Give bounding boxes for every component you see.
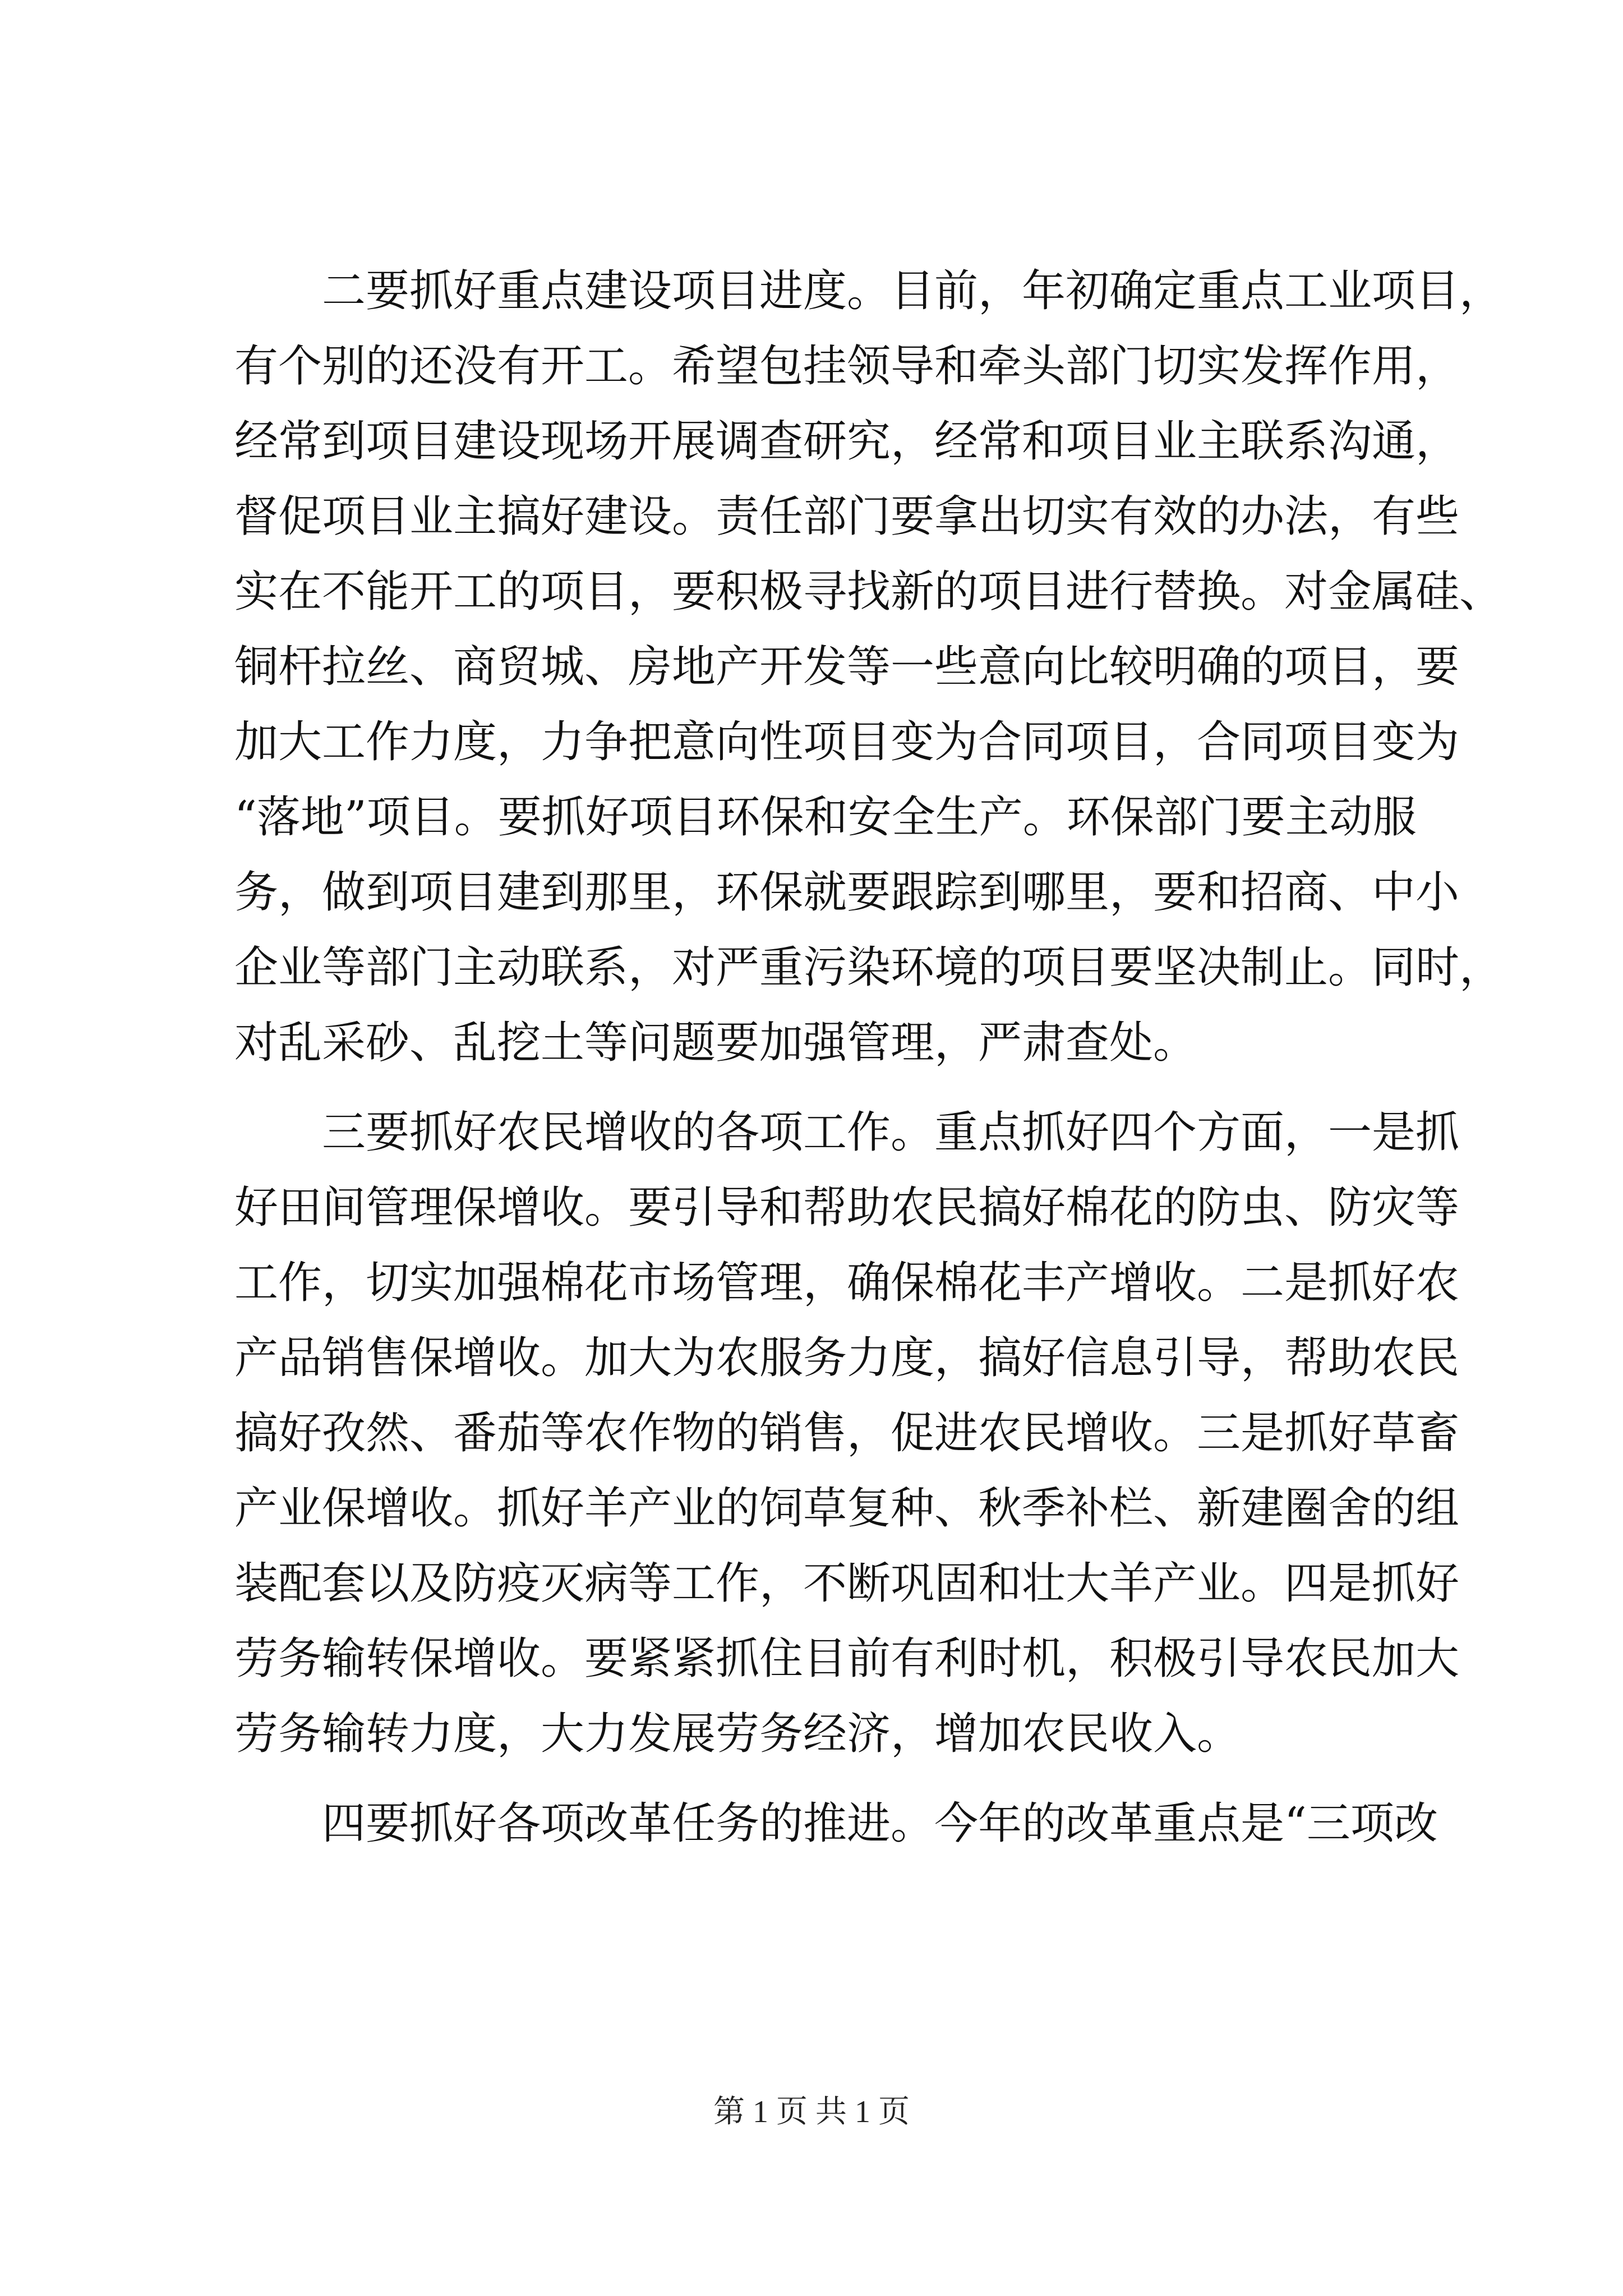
document-body: [234, 254, 1504, 1861]
paragraph-2-line-5: 搞好孜然、番茄等农作物的销售，促进农民增收。三是抓好草畜: [234, 1408, 1460, 1458]
paragraph-1-line-3: 经常到项目建设现场开展调查研究，经常和项目业主联系沟通，: [234, 416, 1460, 467]
paragraph-1-line-8: “落地”项目。要抓好项目环保和安全生产。环保部门要主动服: [234, 792, 1417, 843]
paragraph-1-line-5: 实在不能开工的项目，要积极寻找新的项目进行替换。对金属硅、: [234, 567, 1504, 617]
paragraph-1-line-9: 务，做到项目建到那里，环保就要跟踪到哪里，要和招商、中小: [234, 867, 1460, 918]
paragraph-1-line-10: 企业等部门主动联系，对严重污染环境的项目要坚决制止。同时，: [234, 942, 1504, 993]
paragraph-1-line-1: 二要抓好重点建设项目进度。目前，年初确定重点工业项目，: [322, 266, 1504, 316]
page-footer: 第 1 页 共 1 页: [713, 2095, 910, 2129]
paragraph-1-line-6: 铜杆拉丝、商贸城、房地产开发等一些意向比较明确的项目，要: [234, 642, 1460, 692]
paragraph-2-line-7: 装配套以及防疫灭病等工作，不断巩固和壮大羊产业。四是抓好: [234, 1558, 1460, 1609]
paragraph-2-line-6: 产业保增收。抓好羊产业的饲草复种、秋季补栏、新建圈舍的组: [234, 1483, 1460, 1534]
paragraph-2-line-4: 产品销售保增收。加大为农服务力度，搞好信息引导，帮助农民: [234, 1333, 1460, 1383]
paragraph-1-line-2: 有个别的还没有开工。希望包挂领导和牵头部门切实发挥作用，: [234, 341, 1460, 392]
paragraph-1-line-11: 对乱采砂、乱挖土等问题要加强管理，严肃查处。: [234, 1018, 1197, 1068]
paragraph-2-line-9: 劳务输转力度，大力发展劳务经济，增加农民收入。: [234, 1709, 1241, 1759]
paragraph-2-line-3: 工作，切实加强棉花市场管理，确保棉花丰产增收。二是抓好农: [234, 1258, 1460, 1308]
paragraph-2-line-2: 好田间管理保增收。要引导和帮助农民搞好棉花的防虫、防灾等: [234, 1182, 1460, 1233]
paragraph-2-line-1: 三要抓好农民增收的各项工作。重点抓好四个方面，一是抓: [322, 1107, 1460, 1158]
paragraph-3-line-1: 四要抓好各项改革任务的推进。今年的改革重点是“三项改: [322, 1798, 1438, 1849]
paragraph-1-line-4: 督促项目业主搞好建设。责任部门要拿出切实有效的办法，有些: [234, 491, 1460, 542]
paragraph-2-line-8: 劳务输转保增收。要紧紧抓住目前有利时机，积极引导农民加大: [234, 1634, 1460, 1684]
paragraph-1-line-7: 加大工作力度，力争把意向性项目变为合同项目，合同项目变为: [234, 717, 1460, 767]
